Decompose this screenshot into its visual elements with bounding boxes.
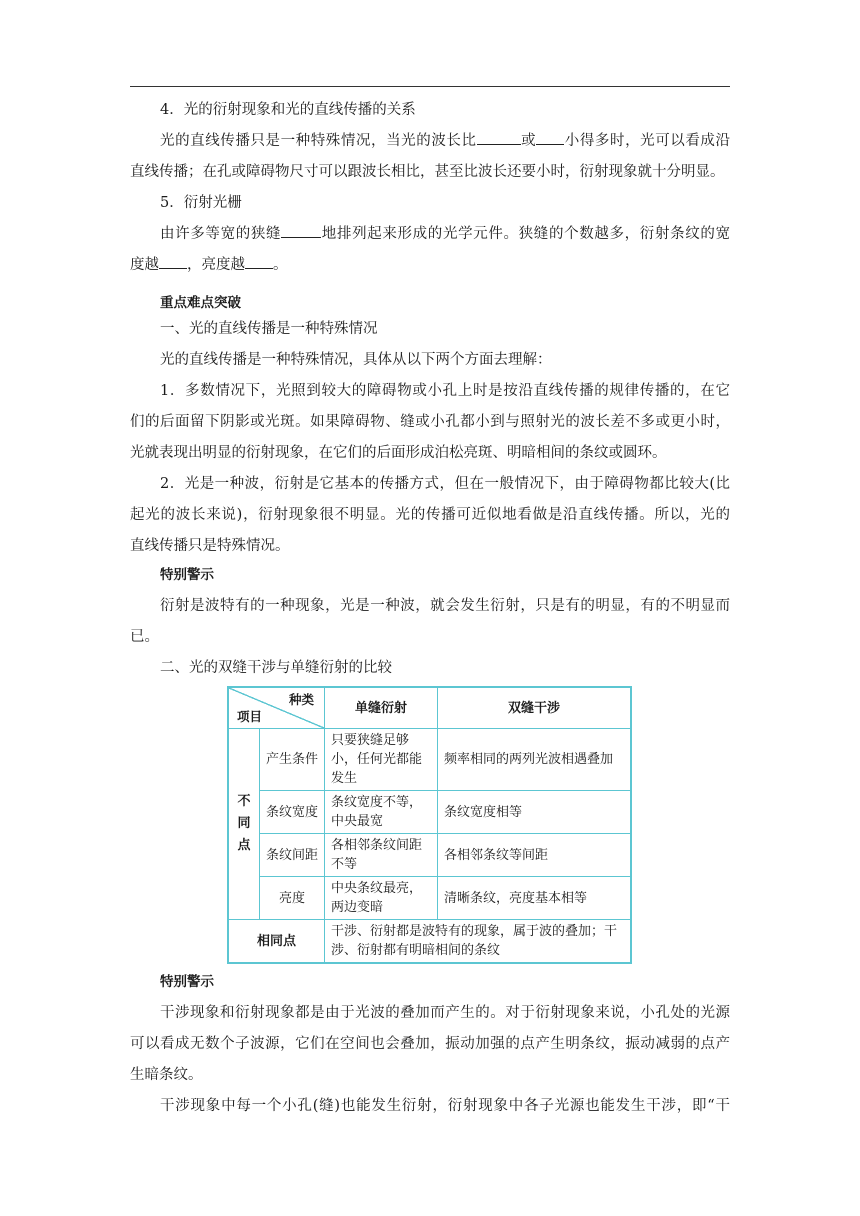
fill-blank — [245, 254, 273, 269]
section-5-line-2: 度越 ，亮度越 。 — [130, 253, 730, 277]
column-header-double-slit: 双缝干涉 — [438, 687, 631, 729]
section-5-line-1: 由许多等宽的狭缝 地排列起来形成的光学元件。狭缝的个数越多，衍射条纹的宽 — [130, 222, 730, 246]
section-4-line-2: 直线传播；在孔或障碍物尺寸可以跟波长相比，甚至比波长还要小时，衍射现象就十分明显。 — [130, 164, 725, 180]
corner-top-label: 种类 — [289, 692, 315, 707]
warning-line: 衍射是波特有的一种现象，光是一种波，就会发生衍射，只是有的明显，有的不明显而 — [160, 598, 730, 614]
same-points-text: 干涉、衍射都是波特有的现象，属于波的叠加；干涉、衍射都有明暗相间的条纹 — [325, 920, 631, 964]
group-label-differences: 不 同 点 — [228, 729, 260, 920]
paragraph-line: 们的后面留下阴影或光斑。如果障碍物、缝或小孔都小到与照射光的波长差不多或更小时， — [130, 414, 730, 430]
row-item-label: 亮度 — [260, 877, 325, 920]
warning-line: 生暗条纹。 — [130, 1067, 203, 1083]
paragraph-line: 光就表现出明显的衍射现象，在它们的后面形成泊松亮斑、明暗相间的条纹或圆环。 — [130, 445, 667, 461]
table-row — [228, 834, 631, 877]
row-item-label: 条纹宽度 — [260, 791, 325, 834]
warning-line: 干涉现象和衍射现象都是由于光波的叠加而产生的。对于衍射现象来说，小孔处的光源 — [160, 1005, 730, 1021]
paragraph-line: 直线传播只是特殊情况。 — [130, 538, 290, 554]
cell-single-slit: 中央条纹最亮，两边变暗 — [325, 877, 438, 920]
section-4-line-1: 光的直线传播只是一种特殊情况，当光的波长比 或 小得多时，光可以看成沿 — [130, 129, 730, 153]
table-row — [228, 877, 631, 920]
cell-single-slit: 条纹宽度不等，中央最宽 — [325, 791, 438, 834]
fill-blank — [477, 130, 521, 145]
document-body — [130, 98, 730, 1118]
section-5-heading: 5．衍射光栅 — [160, 195, 242, 211]
cell-double-slit: 清晰条纹，亮度基本相等 — [438, 877, 631, 920]
paragraph-line: 1．多数情况下，光照到较大的障碍物或小孔上时是按沿直线传播的规律传播的，在它 — [160, 383, 730, 399]
table-row — [228, 791, 631, 834]
cell-single-slit: 各相邻条纹间距不等 — [325, 834, 438, 877]
warning-line: 可以看成无数个子波源，它们在空间也会叠加，振动加强的点产生明条纹，振动减弱的点产 — [130, 1036, 730, 1052]
warning-2-title: 特别警示 — [160, 974, 214, 990]
warning-line: 已。 — [130, 629, 159, 645]
cell-single-slit: 只要狭缝足够小，任何光都能发生 — [325, 729, 438, 791]
table-row-same — [228, 920, 631, 964]
corner-bottom-label: 项目 — [237, 709, 263, 724]
warning-1-title: 特别警示 — [160, 567, 214, 583]
cell-double-slit: 频率相同的两列光波相遇叠加 — [438, 729, 631, 791]
table-row — [228, 729, 631, 791]
table-header-row — [228, 687, 631, 729]
section-4-heading: 4．光的衍射现象和光的直线传播的关系 — [160, 102, 416, 118]
paragraph-line: 起光的波长来说)，衍射现象很不明显。光的传播可近似地看做是沿直线传播。所以，光的 — [130, 507, 730, 523]
row-item-label: 条纹间距 — [260, 834, 325, 877]
fill-blank — [281, 223, 321, 238]
paragraph-line: 2．光是一种波，衍射是它基本的传播方式，但在一般情况下，由于障碍物都比较大(比 — [160, 476, 730, 492]
table-corner-cell — [228, 687, 325, 729]
cell-double-slit: 条纹宽度相等 — [438, 791, 631, 834]
part-1-title: 一、光的直线传播是一种特殊情况 — [160, 321, 378, 337]
row-item-label: 产生条件 — [260, 729, 325, 791]
header-rule — [130, 86, 730, 87]
fill-blank — [536, 130, 564, 145]
key-points-heading: 重点难点突破 — [160, 295, 241, 311]
comparison-table — [227, 686, 632, 964]
warning-line: 干涉现象中每一个小孔(缝)也能发生衍射，衍射现象中各子光源也能发生干涉，即“干 — [160, 1098, 730, 1114]
fill-blank — [159, 254, 187, 269]
part-1-intro: 光的直线传播是一种特殊情况，具体从以下两个方面去理解： — [160, 352, 552, 368]
cell-double-slit: 各相邻条纹等间距 — [438, 834, 631, 877]
column-header-single-slit: 单缝衍射 — [325, 687, 438, 729]
same-points-label: 相同点 — [228, 920, 325, 964]
part-2-title: 二、光的双缝干涉与单缝衍射的比较 — [160, 660, 392, 676]
